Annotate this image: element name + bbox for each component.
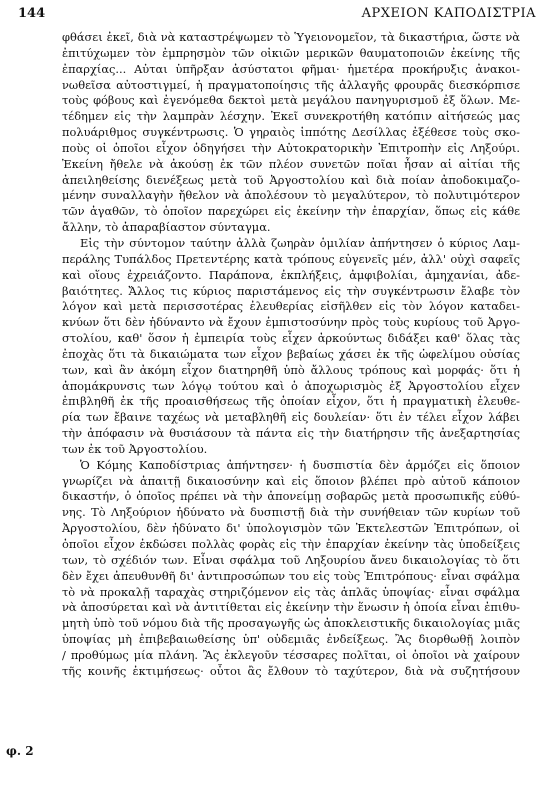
text-line: λόγον καὶ μετὰ περισσοτέρας ἐλευθερίας εἰσῆλθεν εἰς τὸν λόγον καταδει-	[62, 299, 520, 314]
text-line: δὲν ἔχει ἀπευθυνθῆ δι' ἀντιπροσώπων του εἰς τοὺς Ἐπιτρόπους· εἶναι σφάλμα	[62, 568, 520, 583]
text-line: / προθύμως μία πλάνη. Ἂς ἐκλεγοῦν τέσσαρες πολῖται, οἱ ὁποῖοι νὰ χαίρουν	[62, 647, 520, 662]
text-line: τέδημεν εἰς τὴν λαμπρὰν λέσχην. Ἐκεῖ συνεκροτήθη κατόπιν αἰτήσεώς μας	[62, 109, 520, 124]
page-header	[18, 6, 536, 24]
text-line: στολίου, καθ' ὅσον ἡ ἐμπειρία τοὺς εἶχεν ἀρκούντως διδάξει καθ' ὅλας τὰς	[62, 331, 520, 346]
text-line: ἄλλην, τὸ ἀπαραβίαστον σύνταγμα.	[62, 220, 271, 235]
text-line: τὸ νὰ προκαλῇ ταραχὰς στηριζόμενον εἰς τὰς ἁπλᾶς ὑποψίας· εἶναι σφάλμα	[62, 584, 520, 599]
text-line: νωθεῖσα αὐτοστιγμεί, ἡ πραγματοποίησις τῆς ἀλλαγῆς φρουρᾶς διεσκόρπισε	[62, 77, 520, 92]
text-line: ἐπιτύχωμεν τὸν ἐμπρησμὸν τῶν οἰκιῶν μερικῶν θαυματοποιῶν ἐκείνης τῆς	[62, 45, 520, 60]
text-line: καὶ οἵους ἐχρειάζοντο. Παράπονα, ἐκπλήξεις, ἀμφιβολίαι, ἀμηχανίαι, ἀδε-	[62, 267, 520, 282]
text-line: ρία των ἔβαινε ταχέως νὰ μεταβληθῆ εἰς δουλείαν· ὅτι ἐν τέλει εἶχον λάβει	[62, 410, 520, 425]
running-title: ΑΡΧΕΙΟΝ ΚΑΠΟΔΙΣΤΡΙΑ	[361, 6, 536, 21]
text-line: ἐπιβληθῆ ἐκ τῆς προαισθήσεως τῆς ὁποίαν εἶχον, ὅτι ἡ πραγματικὴ ἐλευθε-	[62, 394, 520, 409]
text-line: πολυάριθμος συγκέντρωσις. Ὁ γηραιὸς ἱππότης Δεσίλλας ἐξέθεσε τοὺς σκο-	[62, 125, 520, 140]
text-line: Εἰς τὴν σύντομον ταύτην ἀλλὰ ζωηρὰν ὁμιλίαν ἀπήντησεν ὁ κύριος Λαμ-	[80, 235, 520, 250]
text-line: Ἐκείνη ἤθελε νὰ ἀκούσῃ ἐκ τῶν πλέον συνετῶν ποῖαι ἦσαν αἱ αἰτίαι τῆς	[62, 156, 520, 171]
margin-folio-note: φ. 2	[6, 744, 34, 758]
text-line: δικαστήν, ὁ ὁποῖος πρέπει νὰ τὴν ἀπονείμῃ σοβαρῶς μετὰ προσωπικῆς εὐθύ-	[62, 489, 520, 504]
text-line: Ὁ Κόμης Καποδίστριας ἀπήντησεν· ἡ δυσπιστία δὲν ἁρμόζει εἰς ὅποιον	[80, 457, 520, 472]
text-line: νὰ ἀποσύρεται καὶ νὰ ἀντιτίθεται εἰς ἐκείνην τὴν ἕνωσιν ἡ ὁποία εἶναι ἐπιθυ-	[62, 600, 520, 615]
text-line: ὁποῖοι εἶχον ἐκδώσει πολλὰς φορὰς εἰς τὴν ἐπαρχίαν ἐκείνην τὰς ὑποδείξεις	[62, 537, 520, 551]
text-line: ἀπομάκρυνσις των λόγῳ τούτου καὶ ὁ ἀποχωρισμὸς ἐξ Ἀργοστολίου εἶχεν	[62, 378, 520, 393]
text-line: ποὺς οἱ ὁποῖοι εἶχον ὁδηγήσει τὴν Αὐτοκρατορικὴν Ἐπιτροπὴν εἰς Ληξούρι.	[62, 140, 520, 155]
text-line: ὑποψίας μὴ ἐπιβεβαιωθείσης ὑπ' οὐδεμιᾶς ἐνδείξεως. Ἂς διορθωθῇ λοιπὸν	[62, 632, 520, 647]
text-line: τῶν ἀγαθῶν, τὸ ὁποῖον παρεχώρει εἰς ἐκείνην τὴν ἐπαρχίαν, ὅπως εἰς κάθε	[62, 204, 520, 219]
text-line: ἐπαρχίας... Αὐται ὑπῆρξαν ἀσύστατοι φῆμαι· ἡμετέρα προκήρυξις ἀνακοι-	[62, 61, 520, 76]
text-line: των, καὶ ἂν ἀκόμη εἶχον διατηρηθῆ ὑπὸ ἄλλους τρόπους καὶ μορφάς· ὅτι ἡ	[62, 362, 520, 377]
text-line: γνωρίζει νὰ ἀπαιτῇ δικαιοσύνην καὶ εἰς ὅποιον βλέπει πρὸ αὐτοῦ κάποιον	[62, 473, 520, 488]
text-line: φθάσει ἐκεῖ, διὰ νὰ καταστρέψωμεν τὸ Ὑγειονομεῖον, τὰ δικαστήρια, ὥστε νὰ	[62, 30, 520, 44]
text-line: νης. Τὸ Ληξούριον ἠδύνατο νὰ δυσπιστῇ διὰ τὴν συνήθειαν τῶν κυρίων τοῦ	[62, 505, 520, 520]
page-number: 144	[18, 6, 46, 21]
text-line: μητὴ ὑπὸ τοῦ νόμου διὰ τῆς προσαγωγῆς ὡς ἀποκλειστικῆς δικαιολογίας μιᾶς	[62, 616, 520, 631]
text-line: των ἐκ τοῦ Ἀργοστολίου.	[62, 441, 208, 456]
text-line: των, τὸ σχέδιόν των. Εἶναι σφάλμα τοῦ Ληξουρίου ἄνευ δικαιολογίας τὸ ὅτι	[62, 552, 520, 567]
text-line: τῆς κοινῆς ἐκτιμήσεως· οὗτοι ἂς ἔλθουν τὸ ταχύτερον, διὰ νὰ συζητήσουν	[62, 663, 520, 678]
text-line: τὴν ἀπόφασιν νὰ θυσιάσουν τὰ πάντα εἰς τὴν διατήρησιν τῆς ἀνεξαρτησίας	[62, 426, 520, 441]
text-line: κνύων ὅτι δὲν ἠδύναντο νὰ ἔχουν ἐμπιστοσύνην πρὸς τοὺς κυρίους τοῦ Ἀργο-	[62, 315, 520, 330]
text-line: Ἀργοστολίου, δὲν ἠδύνατο δι' ὑπολογισμὸν τῶν Ἐκτελεστῶν Ἐπιτρόπων, οἱ	[62, 521, 520, 536]
text-line: ἐποχὰς ὅτι τὰ δικαιώματα των εἶχον βεβαίως χάσει ἐκ τῆς ὠφελίμου οὐσίας	[62, 346, 520, 361]
text-line: μένην συναλλαγὴν ἤθελον νὰ ἀπολέσουν τὸ μεγαλύτερον, τὸ πολυτιμότερον	[62, 188, 520, 203]
text-line: βαιότητες. Ἄλλος τις κύριος παριστάμενος εἰς τὴν συγκέντρωσιν ἔλαβε τὸν	[62, 283, 520, 298]
body-text	[62, 30, 520, 680]
text-line: τοὺς φόβους καὶ ἐγενόμεθα δεκτοὶ μετὰ μεγάλου πανηγυρισμοῦ ἐξ ὅλων. Με-	[62, 93, 520, 108]
text-line: ἀπειληθείσης διενέξεως μετὰ τοῦ Ἀργοστολίου καὶ διὰ ποίαν ἀποδοκιμαζο-	[62, 172, 520, 187]
text-line: περάλης Τυπάλδος Πρετεντέρης κατὰ τρόπους εὐγενεῖς μέν, ἀλλ' οὐχὶ σαφεῖς	[62, 251, 520, 266]
